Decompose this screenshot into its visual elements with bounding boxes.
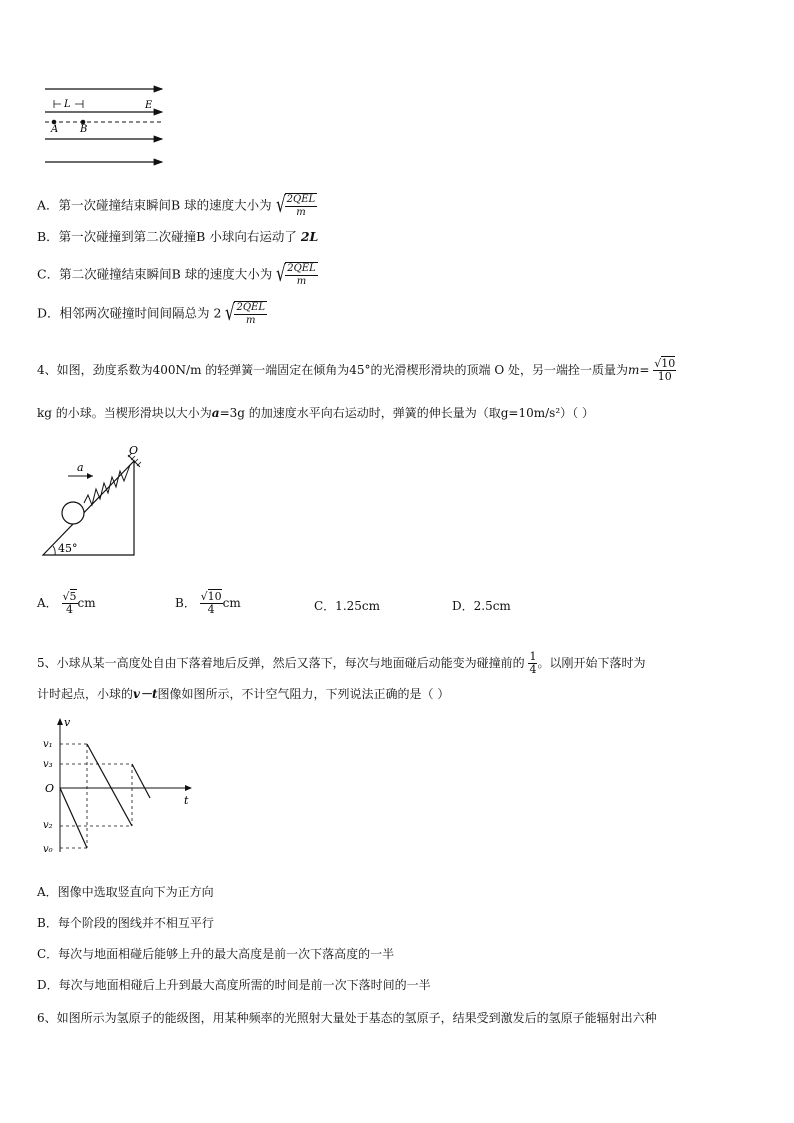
wedge-diagram [38,443,148,561]
label-B: B [80,124,88,135]
axis-t-label: t [184,794,189,807]
v3-label: v₃ [43,759,53,770]
label-L: L [64,99,71,110]
v0-label: v₀ [43,844,53,855]
sqrt-expression: √ $\frac{\text{2QEL}}{m}$ [275,193,316,218]
q4-option-a: A． $\frac{√5}{4}$ cm [37,590,96,616]
v1-label: v₁ [43,739,53,750]
q4-stem-line2: kg 的小球。当楔形滑块以大小为a=3g 的加速度水平向右运动时，弹簧的伸长量为（取g=10m/s²）（ ） [37,406,594,420]
angle-label: 45° [58,542,78,555]
q3-option-a: A．第一次碰撞结束瞬间B 球的速度大小为 √ $\frac{\text{2QEL}}{m}$ [37,193,316,218]
q4-option-d: D．2.5cm [452,599,511,613]
label-a: a [77,461,84,474]
q4-option-b: B． $\frac{√10}{4}$ cm [175,590,241,616]
q4-option-c: C．1.25cm [314,599,381,613]
axis-v-label: v [64,716,71,729]
q5-stem-line2: 计时起点，小球的v－t图像如图所示，不计空气阻力，下列说法正确的是（ ） [37,687,450,701]
q3-option-b: B．第一次碰撞到第二次碰撞B 小球向右运动了 2L [37,229,319,244]
v2-label: v₂ [43,820,53,831]
origin-label: O [45,782,55,795]
vt-graph [40,714,200,859]
q4-options [37,591,96,616]
q5-option-a: A．图像中选取竖直向下为正方向 [37,885,214,899]
q3-option-d: D．相邻两次碰撞时间间隔总为 2 √ $\frac{\text{2QEL}}{m}$ [37,301,265,326]
q3-option-c: C．第二次碰撞结束瞬间B 球的速度大小为 √ $\frac{\text{2QEL}}{m}$ [37,262,316,287]
q5-option-b: B．每个阶段的图线并不相互平行 [37,916,214,930]
label-E: E [145,100,153,111]
energy-fraction: $\frac{1}{4}$ [529,650,537,676]
spring [84,465,130,505]
vt-curve [60,744,150,848]
mass-fraction: $\frac{√10}{10}$ [654,357,676,383]
label-A: A [51,124,59,135]
label-O: O [129,444,139,457]
q5-option-c: C．每次与地面相碰后能够上升的最大高度是前一次下落高度的一半 [37,947,395,961]
field-diagram [40,80,170,170]
q5-stem-line1: 5、小球从某一高度处自由下落着地后反弹，然后又落下，每次与地面碰后动能变为碰撞前的 $\frac{1}{4}$ 。以刚开始下落时为 [37,650,646,676]
q5-option-d: D．每次与地面相碰后上升到最大高度所需的时间是前一次下落时间的一半 [37,978,431,992]
ball [62,502,84,524]
q4-stem-line1: 4、如图，劲度系数为400N/m 的轻弹簧一端固定在倾角为45°的光滑楔形滑块的顶端 O 处，另一端拴一质量为m= $\frac{√10}{10}$ [37,357,676,383]
q6-stem-line1: 6、如图所示为氢原子的能级图，用某种频率的光照射大量处于基态的氢原子，结果受到激发后的氢原子能辐射出六种 [37,1011,657,1025]
